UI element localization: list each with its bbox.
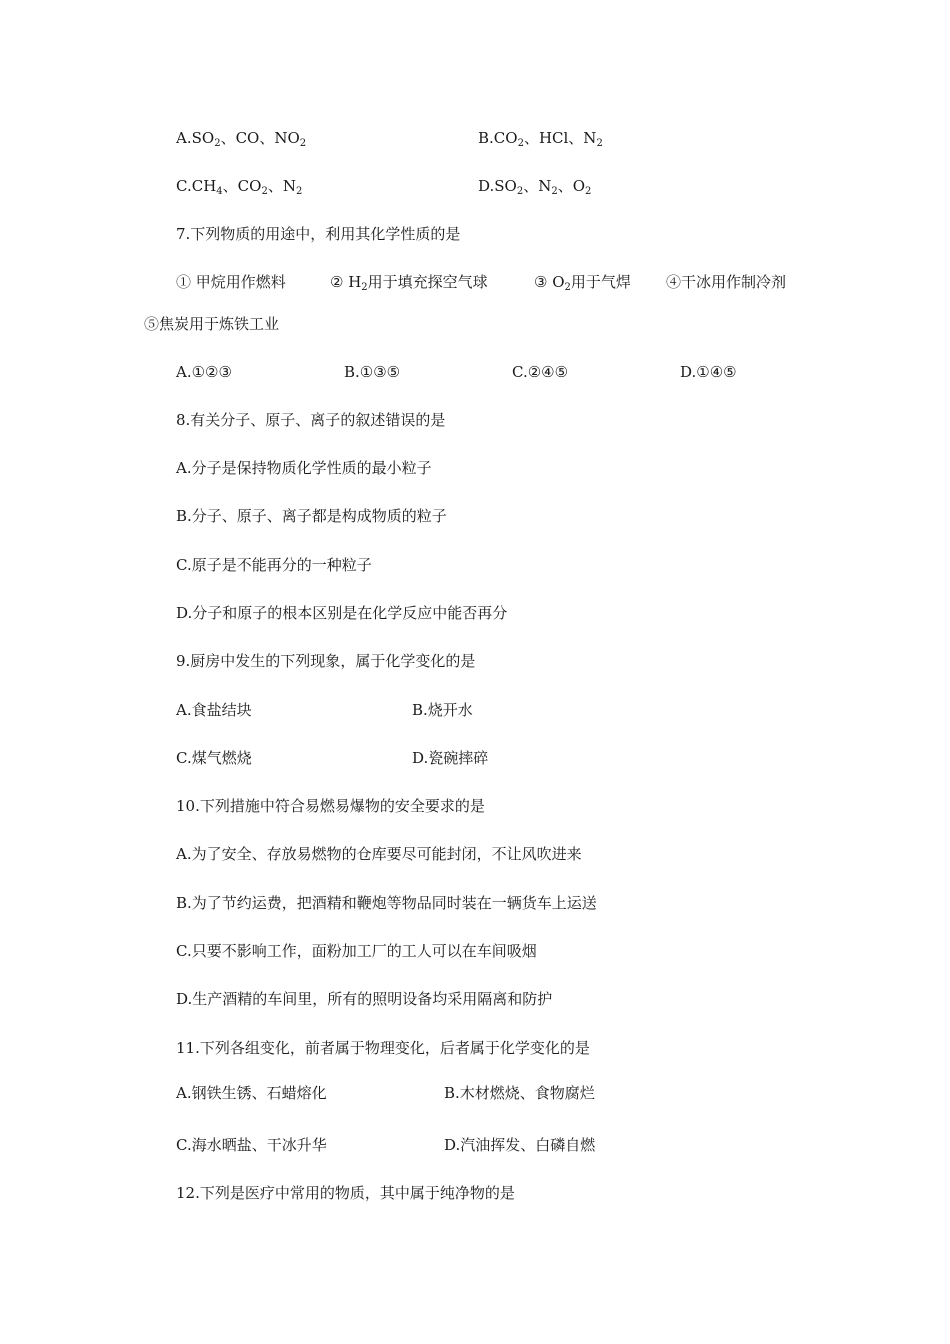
q7-item-1: ① 甲烷用作燃料 [176, 273, 286, 291]
q7-item-2 [330, 272, 488, 292]
q9-stem: 9.厨房中发生的下列现象，属于化学变化的是 [176, 652, 476, 670]
q7-option-b: B.①③⑤ [344, 363, 401, 381]
q11-option-a: A.钢铁生锈、石蜡熔化 [176, 1084, 327, 1102]
text: 、CO [222, 177, 262, 195]
subscript: 2 [214, 138, 221, 149]
q10-option-c: C.只要不影响工作，面粉加工厂的工人可以在车间吸烟 [176, 942, 537, 960]
q7-item-3 [534, 272, 631, 292]
q7-option-d: D.①④⑤ [680, 363, 737, 381]
q11-option-c: C.海水晒盐、干冰升华 [176, 1136, 327, 1154]
subscript: 2 [585, 186, 592, 197]
text: A.SO [176, 129, 215, 147]
q7-option-c: C.②④⑤ [512, 363, 569, 381]
text: D.SO [478, 177, 517, 195]
q7-option-a: A.①②③ [176, 363, 232, 381]
q6-option-b [478, 128, 603, 148]
subscript: 2 [516, 186, 524, 197]
text: B.CO [478, 129, 518, 147]
text: ② H [330, 273, 362, 291]
subscript: 2 [517, 138, 524, 149]
text: 、HCl、N [523, 129, 597, 147]
q10-option-a: A.为了安全、存放易燃物的仓库要尽可能封闭，不让风吹进来 [176, 845, 582, 863]
text: 、N [267, 177, 296, 195]
q10-option-b: B.为了节约运费，把酒精和鞭炮等物品同时装在一辆货车上运送 [176, 894, 597, 912]
q8-stem: 8.有关分子、原子、离子的叙述错误的是 [176, 411, 446, 429]
subscript: 2 [596, 138, 603, 149]
text: 、CO、NO [220, 129, 300, 147]
q10-option-d: D.生产酒精的车间里，所有的照明设备均采用隔离和防护 [176, 990, 553, 1008]
q8-option-c: C.原子是不能再分的一种粒子 [176, 556, 372, 574]
q9-option-d: D.瓷碗摔碎 [412, 749, 489, 767]
text: 用于气焊 [570, 273, 631, 291]
q6-option-d [478, 176, 591, 196]
q7-stem: 7.下列物质的用途中，利用其化学性质的是 [176, 225, 461, 243]
subscript: 4 [216, 186, 223, 197]
q8-option-a: A.分子是保持物质化学性质的最小粒子 [176, 459, 432, 477]
q6-option-c [176, 176, 302, 196]
q6-option-a [176, 128, 306, 148]
subscript: 2 [261, 186, 268, 197]
q11-stem: 11.下列各组变化，前者属于物理变化，后者属于化学变化的是 [176, 1039, 590, 1057]
subscript: 2 [361, 282, 368, 293]
q10-stem: 10.下列措施中符合易燃易爆物的安全要求的是 [176, 797, 485, 815]
q9-option-c: C.煤气燃烧 [176, 749, 252, 767]
q11-option-b: B.木材燃烧、食物腐烂 [444, 1084, 595, 1102]
text: 用于填充探空气球 [367, 273, 488, 291]
text: 、O [557, 177, 586, 195]
subscript: 2 [564, 282, 571, 293]
subscript: 2 [295, 186, 303, 197]
text: ③ O [534, 273, 565, 291]
text: 、N [523, 177, 552, 195]
q7-item-5: ⑤焦炭用于炼铁工业 [144, 315, 280, 333]
q7-item-4: ④干冰用作制冷剂 [666, 273, 787, 291]
q8-option-b: B.分子、原子、离子都是构成物质的粒子 [176, 507, 447, 525]
q9-option-a: A.食盐结块 [176, 701, 252, 719]
text: C.CH [176, 177, 217, 195]
q8-option-d: D.分子和原子的根本区别是在化学反应中能否再分 [176, 604, 508, 622]
q11-option-d: D.汽油挥发、白磷自燃 [444, 1136, 596, 1154]
q12-stem: 12.下列是医疗中常用的物质，其中属于纯净物的是 [176, 1184, 515, 1202]
subscript: 2 [299, 138, 307, 149]
subscript: 2 [551, 186, 558, 197]
q9-option-b: B.烧开水 [412, 701, 473, 719]
